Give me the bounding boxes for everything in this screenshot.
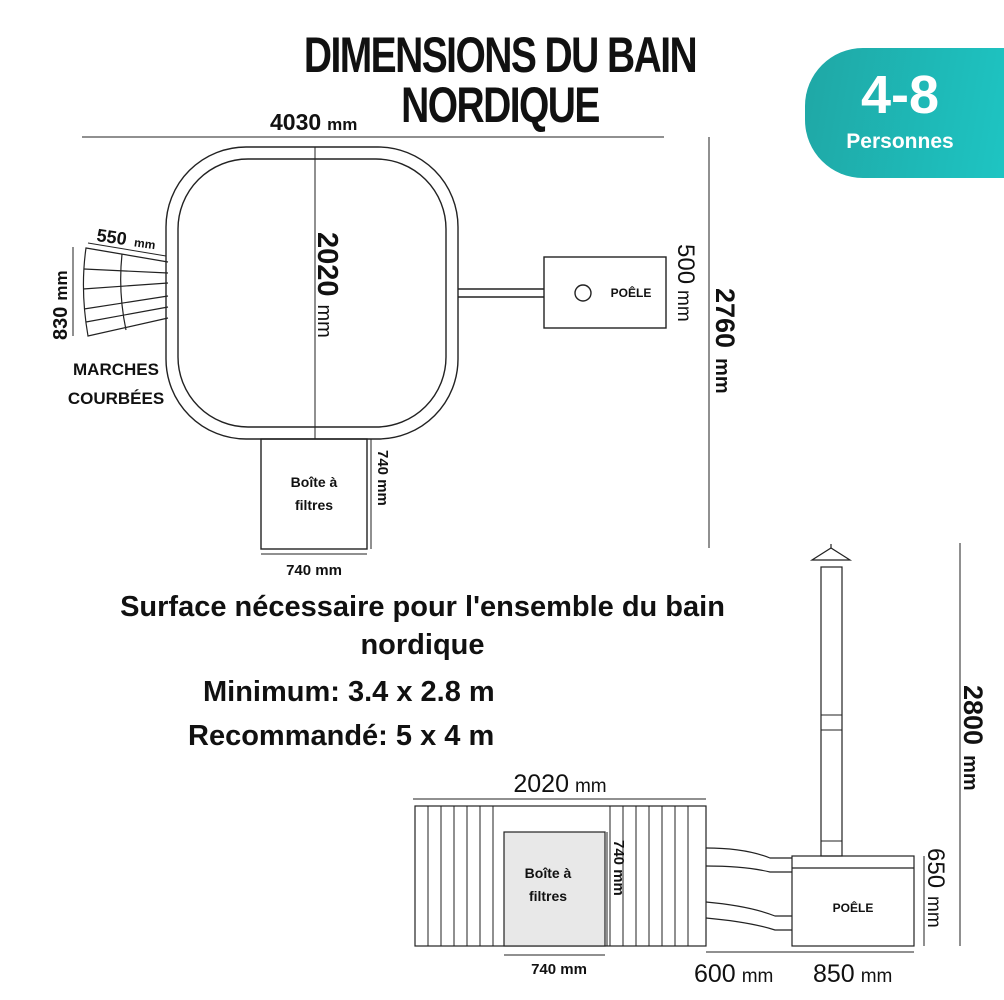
side-filter-width-value: 740 mm — [531, 961, 587, 978]
stove-chimney-circle — [575, 285, 591, 301]
side-pipe-upper-2 — [706, 866, 792, 872]
side-tub-value: 2020 mm — [513, 770, 607, 798]
steps-label-1: MARCHES — [73, 360, 159, 379]
side-height-value: 2800mm — [958, 685, 988, 791]
steps-depth-value: 550 mm — [95, 225, 157, 253]
side-pipe-upper — [706, 848, 792, 858]
side-stove-label: POÊLE — [832, 901, 874, 915]
chimney-pipe — [821, 567, 842, 856]
side-filter-label-2: filtres — [528, 888, 568, 904]
filter-width-value: 740 mm — [286, 562, 342, 579]
top-view-labels — [50, 109, 740, 579]
capacity-range: 4-8 — [860, 65, 940, 125]
side-filter-label-1: Boîte à — [524, 865, 572, 881]
curved-steps — [83, 248, 168, 336]
tub-value: 2020mm — [311, 232, 343, 338]
side-filter-height-value: 740 mm — [610, 840, 627, 896]
stove-label: POÊLE — [610, 286, 652, 300]
width-value: 4030 mm — [270, 109, 358, 135]
side-stove-height-value: 650mm — [922, 848, 949, 928]
recommended-surface: Recommandé: 5 x 4 m — [188, 720, 495, 752]
filter-label-2: filtres — [294, 497, 334, 513]
filter-label-1: Boîte à — [290, 474, 338, 490]
side-pipe-value: 600 mm — [694, 960, 774, 988]
steps-label-2: COURBÉES — [67, 389, 165, 408]
steps-width-value: 830mm — [50, 270, 72, 340]
side-stove-value: 850 mm — [813, 960, 893, 988]
stove-value: 500mm — [672, 244, 699, 322]
side-pipe-lower-2 — [706, 902, 792, 916]
capacity-label: Personnes — [846, 130, 954, 153]
side-pipe-lower — [706, 918, 792, 930]
capacity-badge — [805, 48, 1004, 178]
chimney-cap — [812, 548, 850, 560]
minimum-surface: Minimum: 3.4 x 2.8 m — [203, 676, 495, 708]
overall-depth-value: 2760mm — [710, 288, 740, 394]
page-title: DIMENSIONS DU BAIN NORDIQUE — [303, 27, 697, 133]
filter-height-value: 740 mm — [374, 450, 391, 506]
filter-box — [261, 439, 367, 549]
surface-heading: Surface nécessaire pour l'ensemble du bain nordique — [120, 591, 725, 661]
